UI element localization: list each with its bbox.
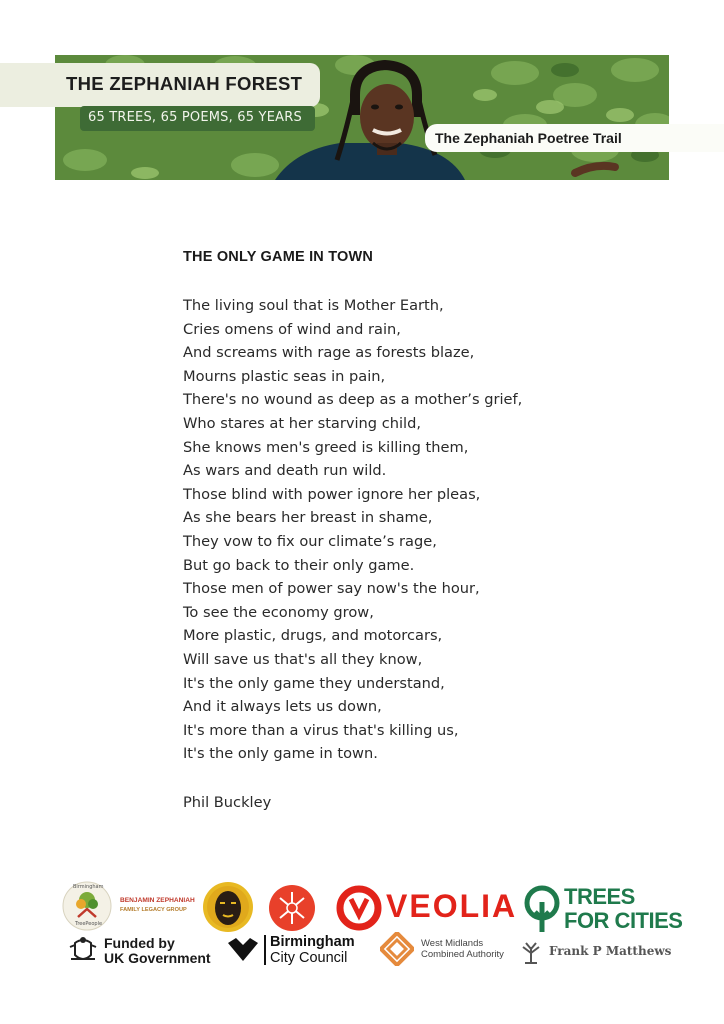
bcc-line1: Birmingham [270, 934, 355, 950]
birmingham-city-council-logo [224, 935, 364, 967]
poem-line: It's more than a virus that's killing us, [183, 721, 459, 739]
poem-line: Mourns plastic seas in pain, [183, 367, 386, 385]
poem-line: The living soul that is Mother Earth, [183, 297, 444, 314]
tree-people-line1: Birmingham [73, 884, 104, 890]
poem-title: THE ONLY GAME IN TOWN [183, 249, 374, 265]
uk-government-logo [66, 935, 216, 967]
legacy-group-logo [120, 897, 200, 917]
royal-arms-icon [66, 935, 100, 965]
red-emblem-logo [268, 884, 316, 932]
poem-line: Those men of power say now's the hour, [183, 580, 480, 598]
poem-line: They vow to fix our climate’s rage, [183, 532, 437, 550]
tree-icon [522, 884, 562, 934]
poem-line: As she bears her breast in shame, [183, 509, 433, 527]
trail-label-box [425, 124, 724, 152]
poem-line: And screams with rage as forests blaze, [183, 344, 475, 362]
poem-line: And it always lets us down, [183, 698, 382, 716]
trees-for-cities-logo [522, 884, 683, 936]
uk-gov-line2: UK Government [104, 950, 211, 966]
banner-title-box [0, 63, 320, 107]
tree-people-logo [62, 881, 112, 931]
poem-line: It's the only game in town. [183, 745, 378, 763]
poem-line: But go back to their only game. [183, 556, 415, 574]
poem-line: As wars and death run wild. [183, 462, 387, 480]
banner-title: THE ZEPHANIAH FOREST [66, 73, 303, 94]
legacy-group-line2: FAMILY LEGACY GROUP [120, 907, 187, 913]
zephaniah-face-logo [202, 881, 254, 933]
poem-line: Who stares at her starving child, [183, 414, 421, 432]
wmca-icon [380, 932, 414, 966]
poem-line: More plastic, drugs, and motorcars, [183, 627, 443, 645]
trail-label: The Zephaniah Poetree Trail [435, 130, 622, 146]
poem-line: Cries omens of wind and rain, [183, 320, 401, 338]
wmca-line1: West Midlands [421, 938, 484, 949]
tree-branches-icon [517, 939, 545, 965]
fpm-wordmark: Frank P Matthews [549, 944, 672, 958]
poem-line: There's no wound as deep as a mother’s grief, [183, 391, 523, 409]
wmca-logo [380, 932, 510, 968]
poem-line: Those blind with power ignore her pleas, [183, 485, 481, 503]
poem-author: Phil Buckley [183, 794, 272, 811]
trees-for-cities-line1: TREES [564, 884, 635, 909]
heart-icon [224, 935, 262, 965]
bcc-line2: City Council [270, 950, 348, 966]
poem-line: Will save us that's all they know, [183, 650, 423, 668]
banner-subtitle-box [80, 106, 315, 131]
frank-p-matthews-logo [517, 939, 672, 965]
veolia-wordmark: VEOLIA [386, 888, 518, 924]
poem-line: It's the only game they understand, [183, 674, 445, 692]
banner-subtitle: 65 TREES, 65 POEMS, 65 YEARS [88, 110, 302, 125]
poem-line: To see the economy grow, [183, 603, 374, 621]
poem-body [183, 294, 522, 766]
tree-people-line2: TreePeople [75, 921, 103, 927]
veolia-icon [336, 885, 382, 931]
poem-line: She knows men's greed is killing them, [183, 438, 469, 456]
veolia-logo [336, 885, 518, 931]
uk-gov-line1: Funded by [104, 935, 175, 951]
wmca-line2: Combined Authority [421, 949, 504, 960]
legacy-group-line1: BENJAMIN ZEPHANIAH [120, 897, 195, 904]
trees-for-cities-line2: FOR CITIES [564, 908, 683, 933]
